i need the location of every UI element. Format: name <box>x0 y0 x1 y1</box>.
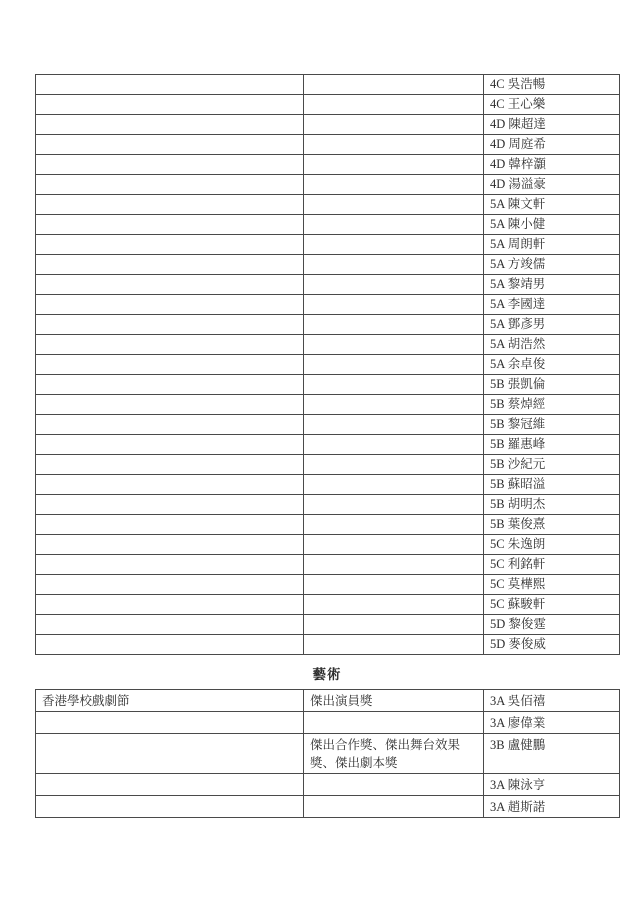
cell-student: 4C 王心樂 <box>484 95 620 115</box>
cell-award <box>304 235 484 255</box>
cell-student: 3A 吳佰禧 <box>484 690 620 712</box>
cell-student: 5B 沙紀元 <box>484 455 620 475</box>
cell-event <box>36 515 304 535</box>
cell-student: 3A 陳泳亨 <box>484 774 620 796</box>
cell-student: 4C 吳浩暢 <box>484 75 620 95</box>
cell-student: 5A 鄧彥男 <box>484 315 620 335</box>
cell-award <box>304 215 484 235</box>
cell-student: 5C 利銘軒 <box>484 555 620 575</box>
table-row <box>36 95 620 115</box>
cell-event <box>36 115 304 135</box>
table-row <box>36 135 620 155</box>
cell-award <box>304 796 484 818</box>
table-row <box>36 395 620 415</box>
table-row <box>36 535 620 555</box>
cell-student: 4D 湯溢豪 <box>484 175 620 195</box>
cell-event <box>36 796 304 818</box>
table-row <box>36 615 620 635</box>
cell-award <box>304 255 484 275</box>
cell-award <box>304 455 484 475</box>
cell-event <box>36 495 304 515</box>
table-row <box>36 475 620 495</box>
cell-award <box>304 615 484 635</box>
cell-event <box>36 774 304 796</box>
cell-student: 5B 黎冠維 <box>484 415 620 435</box>
table-row <box>36 195 620 215</box>
table-row <box>36 175 620 195</box>
table-row <box>36 335 620 355</box>
table-row <box>36 712 620 734</box>
table-row <box>36 255 620 275</box>
cell-event: 香港學校戲劇節 <box>36 690 304 712</box>
table-row <box>36 115 620 135</box>
cell-award <box>304 175 484 195</box>
cell-event <box>36 712 304 734</box>
cell-award <box>304 635 484 655</box>
cell-event <box>36 175 304 195</box>
cell-award <box>304 375 484 395</box>
cell-student: 5A 余卓俊 <box>484 355 620 375</box>
cell-award <box>304 95 484 115</box>
table-row <box>36 575 620 595</box>
cell-event <box>36 555 304 575</box>
cell-award <box>304 712 484 734</box>
cell-award <box>304 495 484 515</box>
cell-student: 5B 蔡焯經 <box>484 395 620 415</box>
cell-event <box>36 375 304 395</box>
cell-student: 5A 周朗軒 <box>484 235 620 255</box>
cell-award <box>304 355 484 375</box>
cell-event <box>36 575 304 595</box>
cell-student: 5B 胡明杰 <box>484 495 620 515</box>
cell-award <box>304 195 484 215</box>
arts-awards-table <box>35 689 620 818</box>
cell-award <box>304 555 484 575</box>
table-row <box>36 315 620 335</box>
cell-student: 4D 韓梓灝 <box>484 155 620 175</box>
cell-event <box>36 475 304 495</box>
cell-event <box>36 155 304 175</box>
cell-student: 3A 廖偉業 <box>484 712 620 734</box>
cell-student: 5B 羅惠峰 <box>484 435 620 455</box>
cell-student: 5A 陳小健 <box>484 215 620 235</box>
table-row <box>36 796 620 818</box>
table-row <box>36 635 620 655</box>
cell-award <box>304 515 484 535</box>
table-row <box>36 215 620 235</box>
table-row <box>36 690 620 712</box>
table-row <box>36 595 620 615</box>
table-row <box>36 415 620 435</box>
cell-student: 5D 黎俊霆 <box>484 615 620 635</box>
cell-event <box>36 275 304 295</box>
cell-student: 5A 胡浩然 <box>484 335 620 355</box>
cell-award <box>304 395 484 415</box>
cell-event <box>36 734 304 774</box>
table-row <box>36 435 620 455</box>
cell-event <box>36 335 304 355</box>
cell-student: 5A 黎靖男 <box>484 275 620 295</box>
cell-award <box>304 155 484 175</box>
cell-student: 5C 蘇駿軒 <box>484 595 620 615</box>
table-row <box>36 355 620 375</box>
cell-award <box>304 115 484 135</box>
table-row <box>36 555 620 575</box>
cell-student: 5A 陳文軒 <box>484 195 620 215</box>
cell-event <box>36 255 304 275</box>
cell-event <box>36 75 304 95</box>
cell-award <box>304 275 484 295</box>
cell-student: 5C 莫樺熙 <box>484 575 620 595</box>
cell-award <box>304 575 484 595</box>
cell-event <box>36 295 304 315</box>
cell-award <box>304 135 484 155</box>
cell-event <box>36 215 304 235</box>
cell-event <box>36 455 304 475</box>
table-row <box>36 515 620 535</box>
table-row <box>36 734 620 774</box>
cell-award <box>304 75 484 95</box>
cell-event <box>36 595 304 615</box>
cell-award <box>304 535 484 555</box>
cell-student: 3A 趙斯諾 <box>484 796 620 818</box>
table-row <box>36 455 620 475</box>
cell-student: 5D 麥俊威 <box>484 635 620 655</box>
cell-event <box>36 315 304 335</box>
table-row <box>36 495 620 515</box>
cell-award <box>304 435 484 455</box>
cell-event <box>36 195 304 215</box>
cell-award <box>304 415 484 435</box>
cell-award: 傑出演員獎 <box>304 690 484 712</box>
table-row <box>36 295 620 315</box>
cell-student: 5B 葉俊熹 <box>484 515 620 535</box>
cell-student: 5C 朱逸朗 <box>484 535 620 555</box>
cell-event <box>36 635 304 655</box>
cell-award <box>304 315 484 335</box>
cell-student: 5B 蘇昭溢 <box>484 475 620 495</box>
table-row <box>36 235 620 255</box>
table-row <box>36 75 620 95</box>
cell-event <box>36 535 304 555</box>
cell-event <box>36 395 304 415</box>
cell-award <box>304 295 484 315</box>
cell-award <box>304 774 484 796</box>
section-header-arts: 藝術 <box>312 667 342 682</box>
cell-event <box>36 235 304 255</box>
table-row <box>36 275 620 295</box>
cell-award <box>304 595 484 615</box>
cell-event <box>36 355 304 375</box>
table-row <box>36 375 620 395</box>
cell-student: 5A 方竣儒 <box>484 255 620 275</box>
cell-award <box>304 335 484 355</box>
cell-event <box>36 415 304 435</box>
cell-student: 4D 陳超達 <box>484 115 620 135</box>
cell-event <box>36 435 304 455</box>
cell-award <box>304 475 484 495</box>
cell-student: 5A 李國達 <box>484 295 620 315</box>
table-row <box>36 774 620 796</box>
cell-award: 傑出合作獎、傑出舞台效果獎、傑出劇本獎 <box>304 734 484 774</box>
table-row <box>36 155 620 175</box>
cell-student: 4D 周庭希 <box>484 135 620 155</box>
cell-student: 3B 盧健鵬 <box>484 734 620 774</box>
cell-event <box>36 95 304 115</box>
cell-student: 5B 張凱倫 <box>484 375 620 395</box>
cell-event <box>36 615 304 635</box>
cell-event <box>36 135 304 155</box>
student-awards-table <box>35 74 620 655</box>
